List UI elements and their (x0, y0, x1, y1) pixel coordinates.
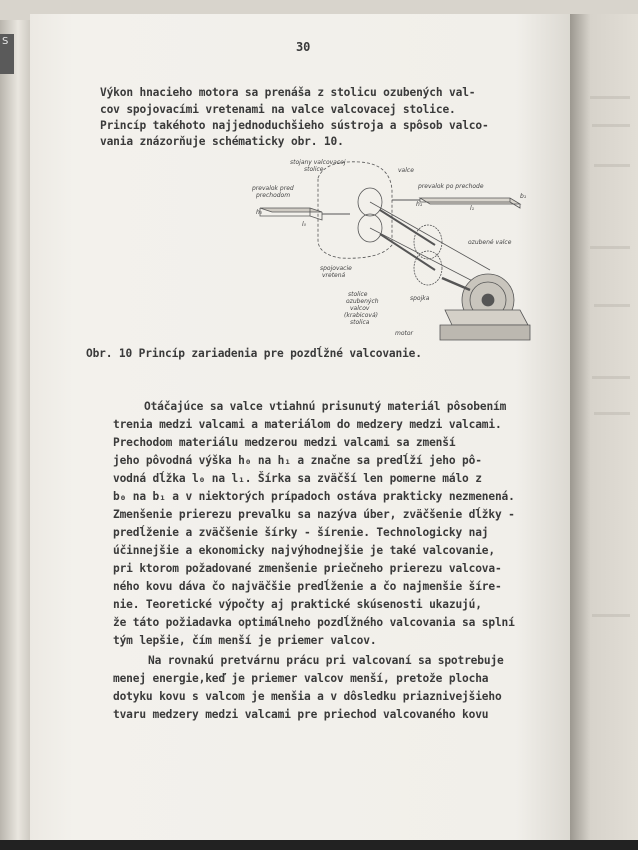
label-before: prevalok pred (252, 185, 294, 192)
text-line: jeho pôvodná výška h₀ na h₁ a značne sa predĺží jeho pô- (113, 454, 482, 467)
text-line: účinnejšie a ekonomicky najvýhodnejšie je také valcovanie, (113, 544, 495, 557)
label-gear-rolls: ozubené valce (468, 239, 512, 246)
text-line: tvaru medzery medzi valcami pre priechod valcovaného kovu (113, 708, 489, 721)
text-line: Otáčajúce sa valce vtiahnú prisunutý materiál pôsobením (144, 400, 507, 413)
text-line: cov spojovacími vretenami na valce valcovacej stolice. (100, 103, 456, 116)
label-l1: l₁ (470, 205, 475, 212)
text-line: že táto požiadavka optimálneho pozdĺžného valcovania sa splní (113, 616, 515, 629)
text-line: Výkon hnacieho motora sa prenáša z stolicu ozubených val- (100, 86, 476, 99)
page-number: 30 (296, 40, 311, 54)
label-gear-stand-3: valcov (350, 305, 370, 312)
text-line: b₀ na b₁ a v niektorých prípadoch ostáva prakticky nezmenená. (113, 490, 515, 503)
label-stand-top: stojany valcovacej (290, 159, 346, 166)
label-valce: valce (398, 167, 414, 174)
text-line: dotyku kovu s valcom je menšia a v dôsledku priaznivejšieho (113, 690, 502, 703)
label-after: prevalok po prechode (418, 183, 484, 190)
text-line: tým lepšie, čím menší je priemer valcov. (113, 634, 377, 647)
text-line: trenia medzi valcami a materiálom do medzery medzi valcami. (113, 418, 502, 431)
figure-caption: Obr. 10 Princíp zariadenia pre pozdĺžné valcovanie. (86, 347, 422, 360)
label-b1: b₁ (520, 193, 527, 200)
text-line: Prechodom materiálu medzerou medzi valcami sa zmenší (113, 436, 456, 449)
label-before-2: prechodom (256, 192, 291, 199)
text-line: ného kovu dáva čo najväčšie predĺženie a čo najmenšie šíre- (113, 580, 502, 593)
label-gear-stand-5: stolica (350, 319, 370, 326)
label-spindle: spojovacie (320, 265, 352, 272)
label-h0: h₀ (256, 209, 263, 216)
label-gear-stand-2: ozubených (346, 298, 379, 305)
label-l0: l₀ (302, 221, 307, 228)
left-tab-letter: S (2, 36, 9, 47)
label-spindle-2: vretená (322, 272, 346, 279)
text-line: pri ktorom požadované zmenšenie priečneho prierezu valcova- (113, 562, 502, 575)
text-line: Zmenšenie prierezu prevalku sa nazýva úber, zväčšenie dĺžky - (113, 508, 515, 521)
label-spojka: spojka (410, 295, 430, 302)
label-motor: motor (395, 330, 414, 337)
label-h1: h₁ (416, 201, 423, 208)
rolling-mill-diagram (230, 150, 540, 355)
label-gear-stand-4: (krabicová) (344, 312, 378, 319)
left-page-edge (0, 20, 30, 840)
right-page-edge (570, 14, 638, 840)
left-tab (0, 34, 14, 74)
scan-bottom-border (0, 840, 638, 850)
text-line: Princíp takéhoto najjednoduchšieho sústroja a spôsob valco- (100, 119, 489, 132)
text-line: vania znázorňuje schématicky obr. 10. (100, 135, 344, 148)
text-line: menej energie,keď je priemer valcov menší, pretože plocha (113, 672, 489, 685)
label-gear-stand-1: stolice (348, 291, 368, 298)
text-line: vodná dĺžka l₀ na l₁. Šírka sa zväčší len pomerne málo z (113, 472, 482, 485)
text-line: predĺženie a zväčšenie šírky - šírenie. Technologicky naj (113, 526, 489, 539)
text-line: Na rovnakú pretvárnu prácu pri valcovaní sa spotrebuje (148, 654, 504, 667)
text-line: nie. Teoretické výpočty aj praktické skúsenosti ukazujú, (113, 598, 482, 611)
label-stand-top-2: stolice (304, 166, 324, 173)
